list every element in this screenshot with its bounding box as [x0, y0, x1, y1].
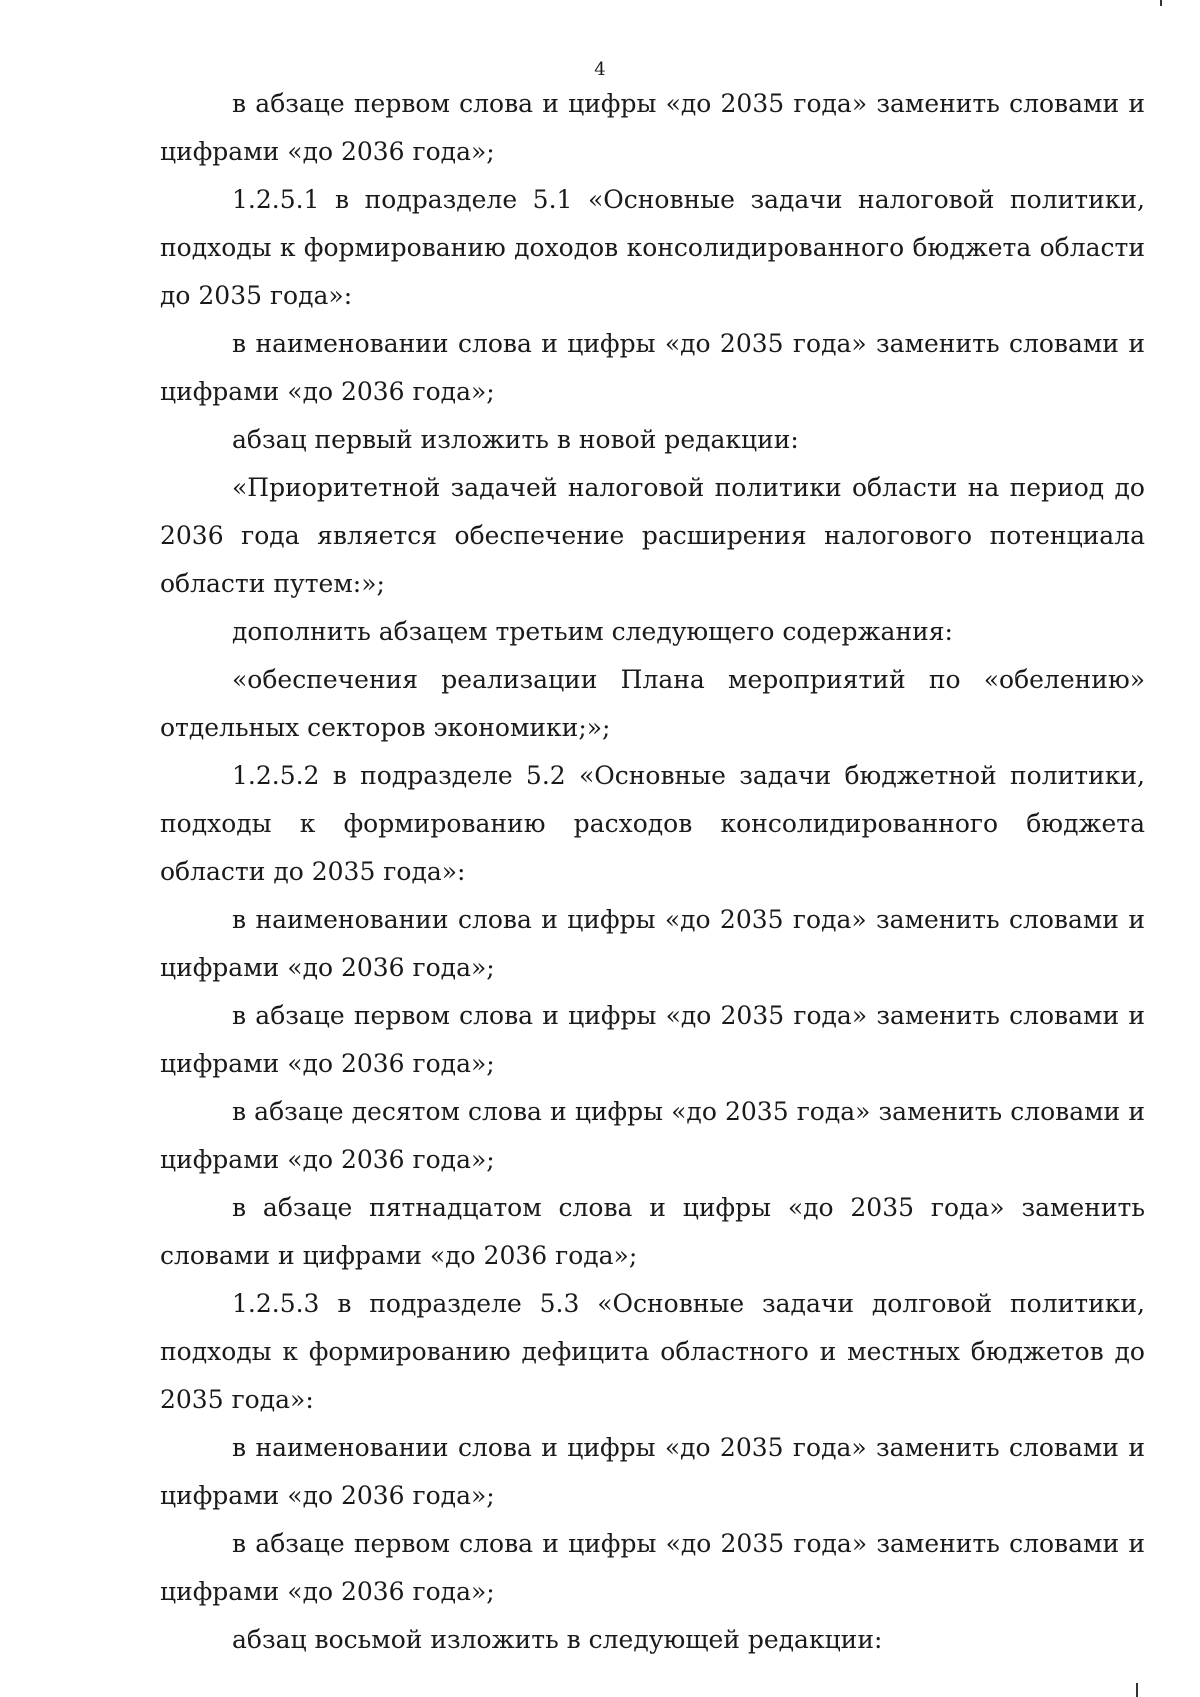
paragraph: в абзаце первом слова и цифры «до 2035 года» заменить словами и цифрами «до 2036 года»; [160, 89, 1145, 166]
paragraph: 1.2.5.1 в подразделе 5.1 «Основные задачи налоговой политики, подходы к формированию доходов консолидированного бюджета области до 2035 года»: [160, 185, 1145, 310]
paragraph: в абзаце первом слова и цифры «до 2035 года» заменить словами и цифрами «до 2036 года»; [160, 1001, 1145, 1078]
paragraph: в наименовании слова и цифры «до 2035 года» заменить словами и цифрами «до 2036 года»; [160, 905, 1145, 982]
paragraph: 1.2.5.3 в подразделе 5.3 «Основные задачи долговой политики, подходы к формированию дефицита областного и местных бюджетов до 2035 года»: [160, 1289, 1145, 1414]
scan-mark-bottom [1136, 1683, 1138, 1697]
paragraph: «обеспечения реализации Плана мероприятий по «обелению» отдельных секторов экономики;»; [160, 665, 1145, 742]
paragraph: в абзаце десятом слова и цифры «до 2035 года» заменить словами и цифрами «до 2036 года»; [160, 1097, 1145, 1174]
paragraph: 1.2.5.2 в подразделе 5.2 «Основные задачи бюджетной политики, подходы к формированию расходов консолидированного бюджета области до 2035 года»: [160, 761, 1145, 886]
paragraph: абзац восьмой изложить в следующей редакции: [232, 1625, 883, 1654]
paragraph: в наименовании слова и цифры «до 2035 года» заменить словами и цифрами «до 2036 года»; [160, 329, 1145, 406]
scan-mark-top [1160, 0, 1162, 6]
document-body [160, 80, 1145, 1664]
page-number: 4 [594, 59, 606, 80]
paragraph: в абзаце пятнадцатом слова и цифры «до 2035 года» заменить словами и цифрами «до 2036 года»; [160, 1193, 1145, 1270]
paragraph: дополнить абзацем третьим следующего содержания: [232, 617, 953, 646]
paragraph: абзац первый изложить в новой редакции: [232, 425, 799, 454]
paragraph: «Приоритетной задачей налоговой политики области на период до 2036 года является обеспечение расширения налогового потенциала области путем:»; [160, 473, 1145, 598]
paragraph: в абзаце первом слова и цифры «до 2035 года» заменить словами и цифрами «до 2036 года»; [160, 1529, 1145, 1606]
paragraph: в наименовании слова и цифры «до 2035 года» заменить словами и цифрами «до 2036 года»; [160, 1433, 1145, 1510]
